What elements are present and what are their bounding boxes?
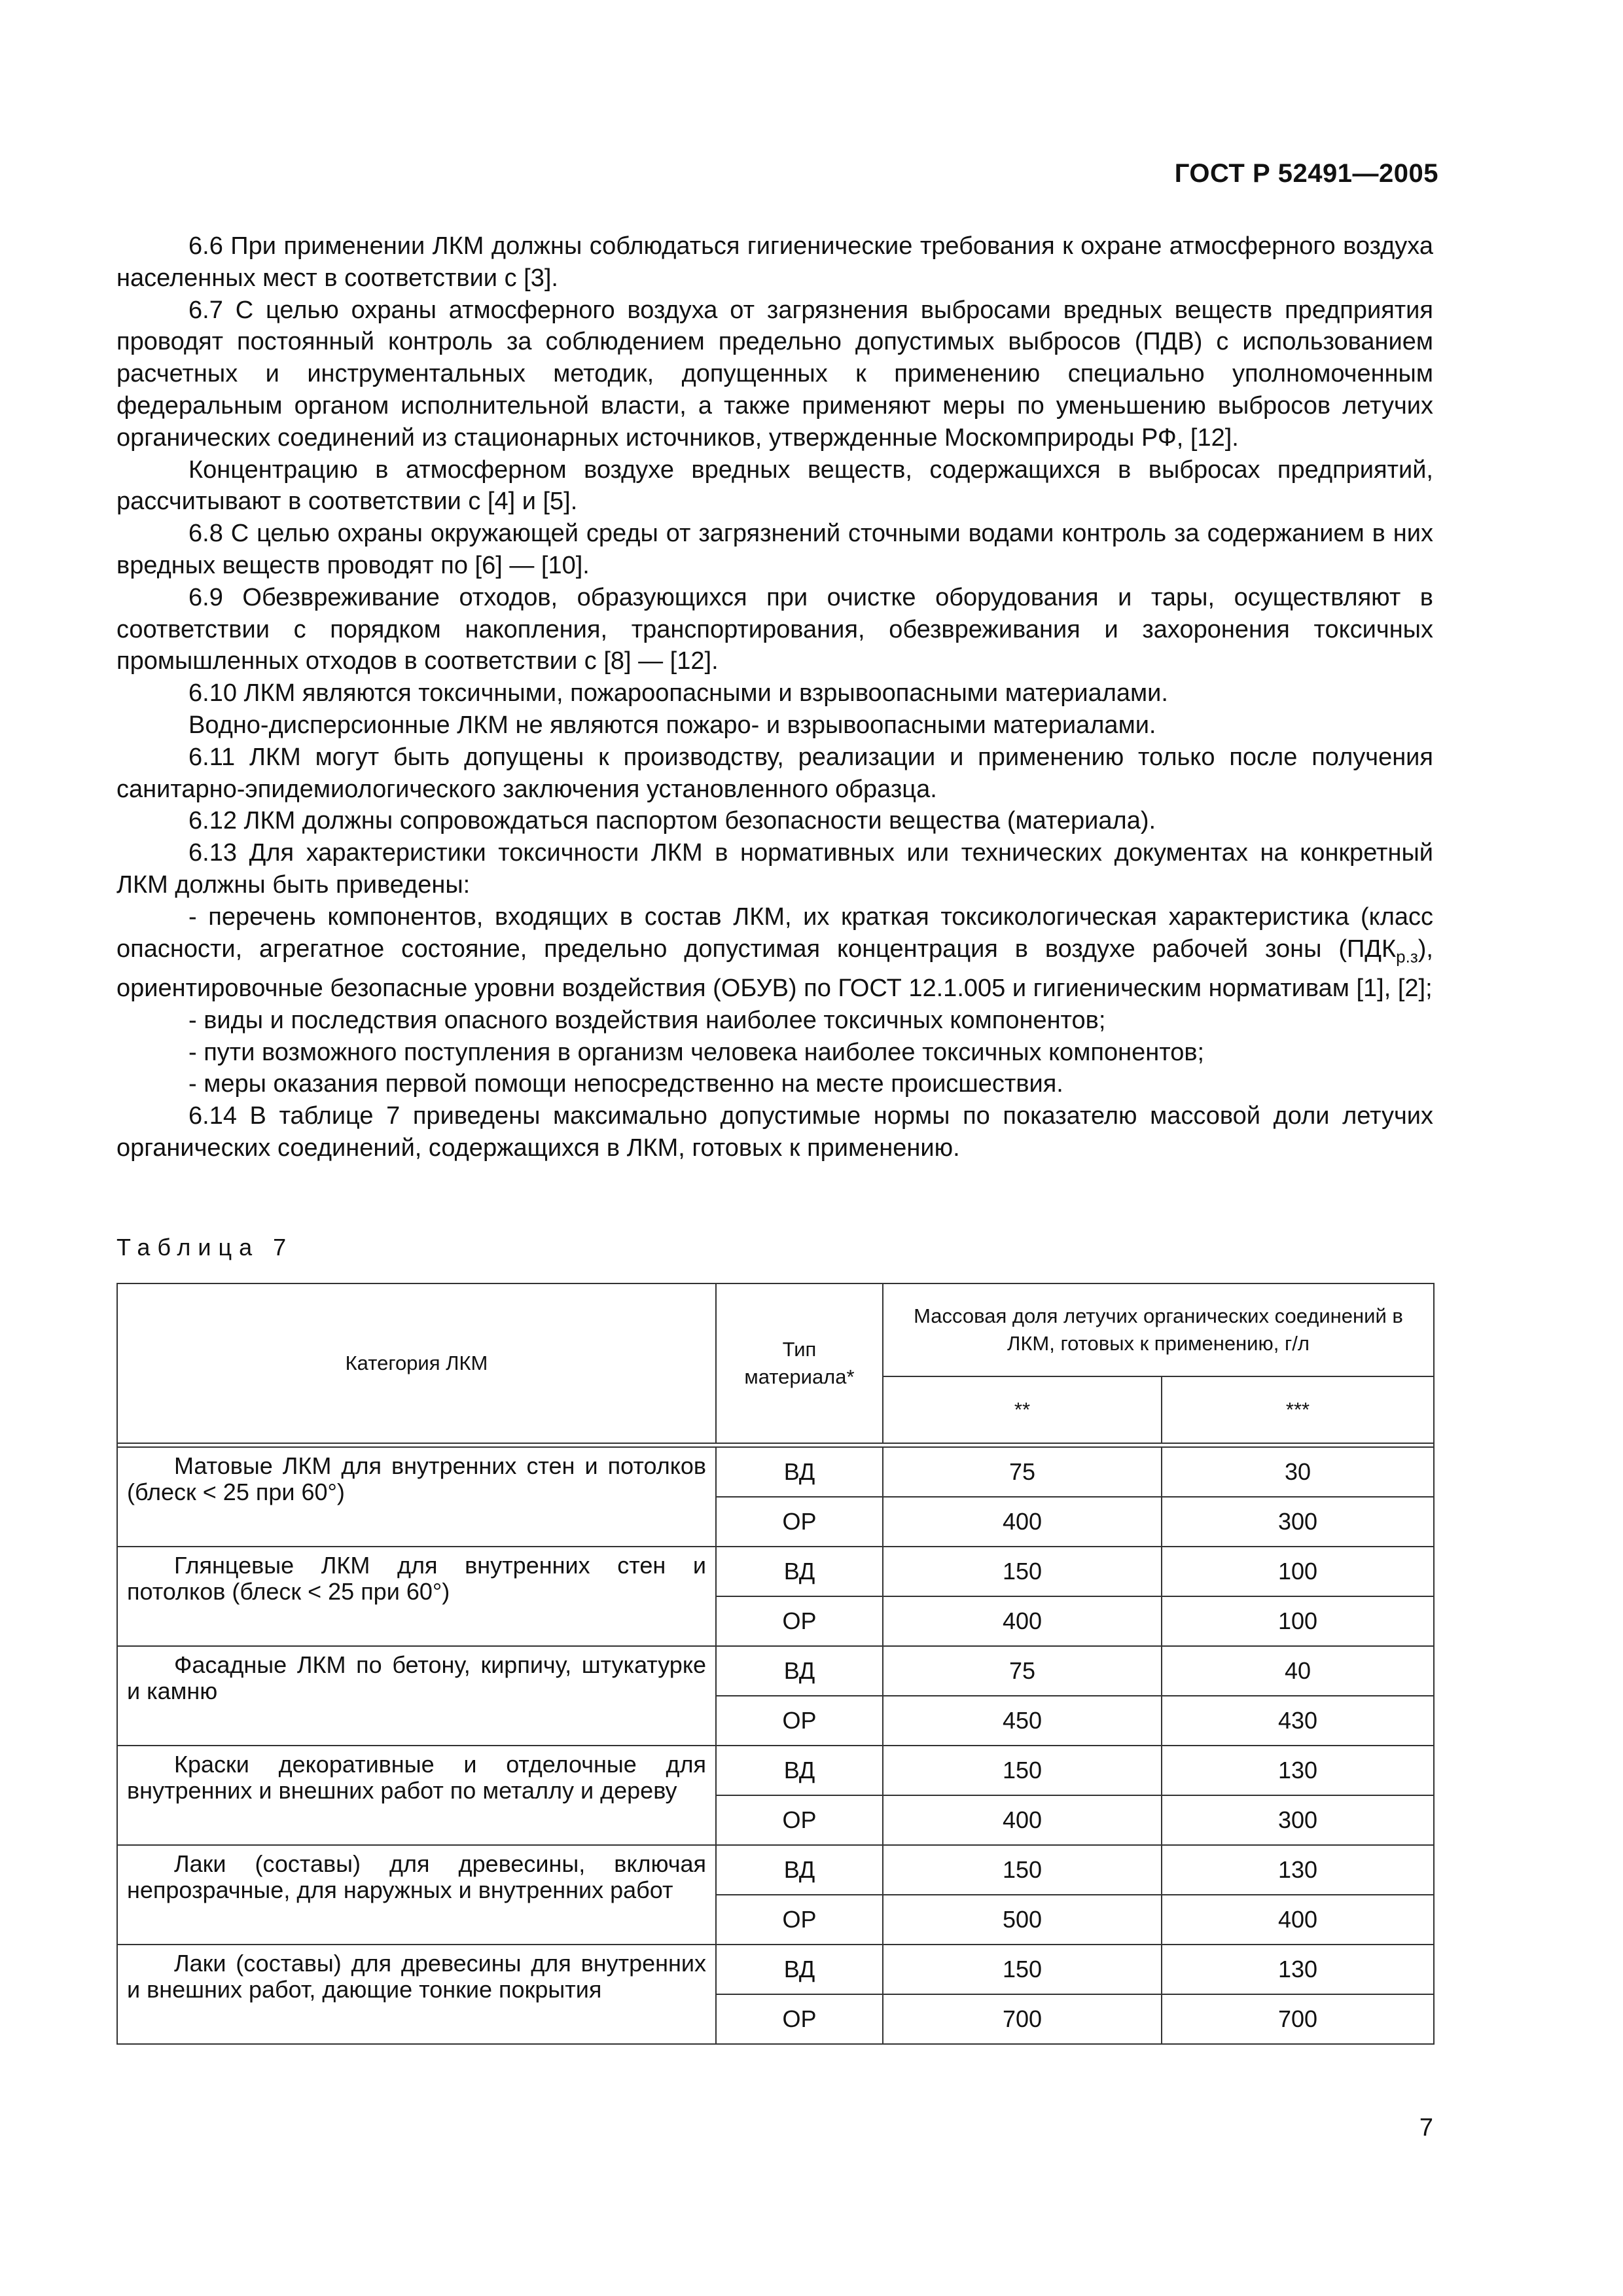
value-cell: 450 (883, 1696, 1162, 1746)
table-row (117, 1447, 1434, 1497)
value-cell: 100 (1162, 1547, 1434, 1596)
table-7 (116, 1283, 1435, 2045)
value-cell: 150 (883, 1746, 1162, 1795)
type-cell: ОР (716, 1497, 883, 1547)
page-number: 7 (1419, 2114, 1433, 2142)
category-cell: Лаки (составы) для древесины, включая непрозрачные, для наружных и внутренних работ (117, 1845, 716, 1945)
type-cell: ОР (716, 1596, 883, 1646)
value-cell: 100 (1162, 1596, 1434, 1646)
paragraph-6-12: 6.12 ЛКМ должны сопровождаться паспортом безопасности вещества (материала). (188, 807, 1156, 835)
value-cell: 30 (1162, 1447, 1434, 1497)
list-item-components-text: - перечень компонентов, входящих в состав ЛКМ, их краткая токсикологическая характеристика (класс опасности, агрегатное состояние, предельно допустимая концентрация в воздухе рабочей зоны (ПДК (116, 903, 1433, 963)
header-mass: Массовая доля летучих органических соединений в ЛКМ, готовых к применению, г/л (883, 1283, 1434, 1376)
table-row (117, 1646, 1434, 1696)
paragraph-6-11: 6.11 ЛКМ могут быть допущены к производству, реализации и применению только после получения санитарно-эпидемиологического заключения установленного образца. (116, 743, 1433, 803)
type-cell: ОР (716, 1895, 883, 1945)
type-cell: ОР (716, 1994, 883, 2044)
table-row (117, 1547, 1434, 1596)
list-item: - меры оказания первой помощи непосредственно на месте происшествия. (188, 1070, 1063, 1098)
paragraph-6-6: 6.6 При применении ЛКМ должны соблюдаться гигиенические требования к охране атмосферного воздуха населенных мест в соответствии с [3]. (116, 232, 1433, 292)
type-cell: ОР (716, 1696, 883, 1746)
paragraph-6-9: 6.9 Обезвреживание отходов, образующихся при очистке оборудования и тары, осуществляют в соответствии с порядком накопления, транспортирования, обезвреживания и захоронения токсичных промышленных отходов в соответствии с [8] — [12]. (116, 583, 1433, 675)
table-row (117, 1746, 1434, 1795)
header-sub2: *** (1162, 1376, 1434, 1443)
value-cell: 40 (1162, 1646, 1434, 1696)
document-id: ГОСТ Р 52491—2005 (1174, 159, 1438, 188)
value-cell: 150 (883, 1845, 1162, 1895)
category-cell: Лаки (составы) для древесины для внутренних и внешних работ, дающие тонкие покрытия (117, 1945, 716, 2044)
value-cell: 400 (883, 1497, 1162, 1547)
value-cell: 150 (883, 1547, 1162, 1596)
list-item-components-tail: ), ориентировочные безопасные уровни воздействия (ОБУВ) по ГОСТ 12.1.005 и гигиеническим нормативам [1], [2]; (116, 935, 1433, 1002)
table-row (117, 1945, 1434, 1994)
value-cell: 500 (883, 1895, 1162, 1945)
type-cell: ВД (716, 1447, 883, 1497)
table-row (117, 1845, 1434, 1895)
value-cell: 75 (883, 1447, 1162, 1497)
value-cell: 130 (1162, 1845, 1434, 1895)
value-cell: 700 (1162, 1994, 1434, 2044)
header-sub1: ** (883, 1376, 1162, 1443)
type-cell: ВД (716, 1547, 883, 1596)
type-cell: ОР (716, 1795, 883, 1845)
value-cell: 130 (1162, 1945, 1434, 1994)
paragraph-6-14: 6.14 В таблице 7 приведены максимально допустимые нормы по показателю массовой доли летучих органических соединений, содержащихся в ЛКМ, готовых к применению. (116, 1102, 1433, 1162)
value-cell: 400 (883, 1795, 1162, 1845)
paragraph-water-dispersion: Водно-дисперсионные ЛКМ не являются пожаро- и взрывоопасными материалами. (188, 711, 1156, 739)
paragraph-6-7: 6.7 С целью охраны атмосферного воздуха от загрязнения выбросами вредных веществ предприятия проводят постоянный контроль за соблюдением предельно допустимых выбросов (ПДВ) с использованием расчетных и инструментальных методик, допущенных к применению специально уполномоченным федеральным органом исполнительной власти, а также применяют меры по уменьшению выбросов летучих органических соединений из стационарных источников, утвержденные Москомприроды РФ, [12]. (116, 296, 1433, 452)
header-category: Категория ЛКМ (117, 1283, 716, 1443)
value-cell: 700 (883, 1994, 1162, 2044)
type-cell: ВД (716, 1746, 883, 1795)
value-cell: 300 (1162, 1497, 1434, 1547)
paragraph-6-10: 6.10 ЛКМ являются токсичными, пожароопасными и взрывоопасными материалами. (188, 679, 1168, 708)
body-text (116, 230, 1433, 1164)
header-type: Тип материала* (716, 1283, 883, 1443)
list-item: - виды и последствия опасного воздействия наиболее токсичных компонентов; (188, 1006, 1106, 1034)
value-cell: 75 (883, 1646, 1162, 1696)
paragraph-6-13: 6.13 Для характеристики токсичности ЛКМ в нормативных или технических документах на конкретный ЛКМ должны быть приведены: (116, 839, 1433, 899)
type-cell: ВД (716, 1646, 883, 1696)
category-cell: Фасадные ЛКМ по бетону, кирпичу, штукатурке и камню (117, 1646, 716, 1746)
category-cell: Краски декоративные и отделочные для внутренних и внешних работ по металлу и дереву (117, 1746, 716, 1845)
value-cell: 130 (1162, 1746, 1434, 1795)
value-cell: 300 (1162, 1795, 1434, 1845)
type-cell: ВД (716, 1845, 883, 1895)
paragraph-concentration: Концентрацию в атмосферном воздухе вредных веществ, содержащихся в выбросах предприятий, рассчитывают в соответствии с [4] и [5]. (116, 456, 1433, 516)
value-cell: 400 (883, 1596, 1162, 1646)
list-item-components-subscript: р.з (1396, 946, 1418, 967)
list-item-components (116, 901, 1433, 1005)
category-cell: Матовые ЛКМ для внутренних стен и потолков (блеск < 25 при 60°) (117, 1447, 716, 1547)
category-cell: Глянцевые ЛКМ для внутренних стен и потолков (блеск < 25 при 60°) (117, 1547, 716, 1646)
value-cell: 400 (1162, 1895, 1434, 1945)
table-caption: Таблица 7 (116, 1234, 294, 1261)
type-cell: ВД (716, 1945, 883, 1994)
list-item: - пути возможного поступления в организм человека наиболее токсичных компонентов; (188, 1038, 1205, 1066)
value-cell: 430 (1162, 1696, 1434, 1746)
paragraph-6-8: 6.8 С целью охраны окружающей среды от загрязнений сточными водами контроль за содержанием в них вредных веществ проводят по [6] — [10]. (116, 520, 1433, 579)
value-cell: 150 (883, 1945, 1162, 1994)
